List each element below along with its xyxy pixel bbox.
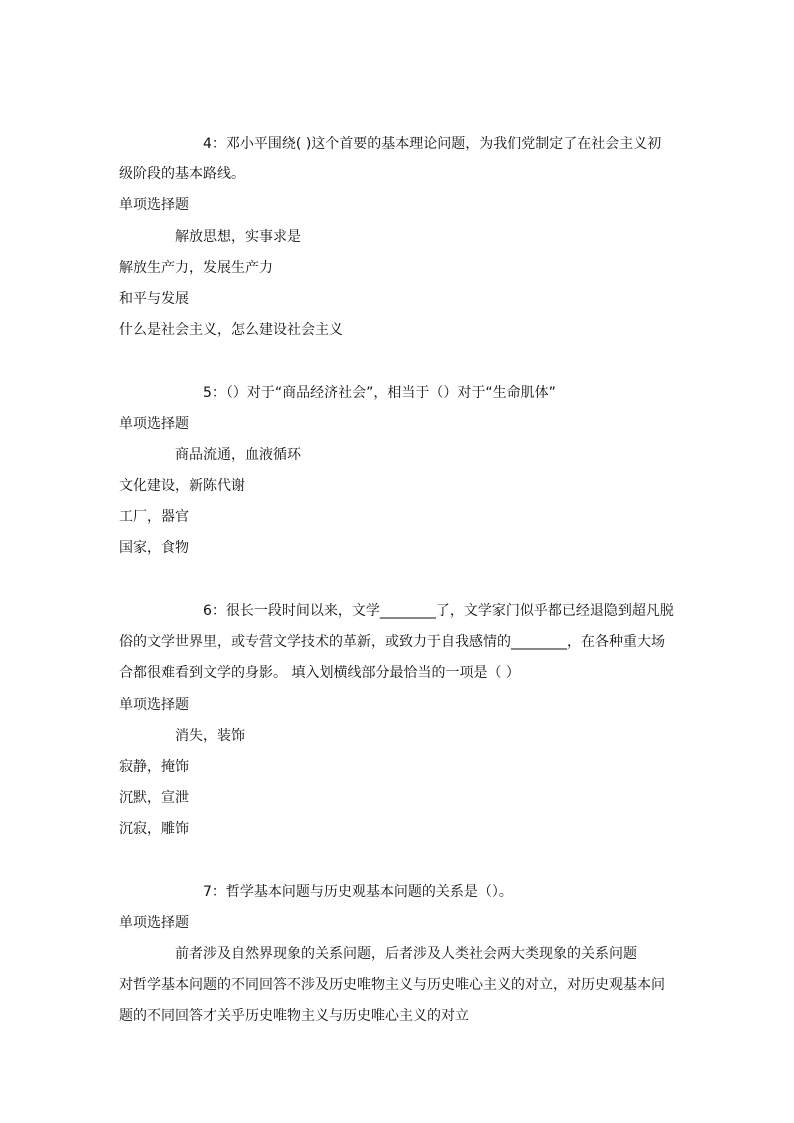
q6-option-c: 沉默，宣泄 [119,790,189,806]
q5-question-type: 单项选择题 [119,416,189,432]
q6-stem-line3: 合都很难看到文学的身影。 填入划横线部分最恰当的一项是（ ） [119,665,520,681]
q6-stem-line2: 俗的文学世界里，或专营文学技术的革新，或致力于自我感情的________，在各种重大场 [119,634,665,650]
q5-option-b: 文化建设，新陈代谢 [119,478,245,494]
q7-option-b-line2: 题的不同回答才关乎历史唯物主义与历史唯心主义的对立 [119,1008,469,1024]
q7-question-type: 单项选择题 [119,915,189,931]
q7-stem-line1: 7：哲学基本问题与历史观基本问题的关系是（）。 [203,884,513,900]
q4-option-b: 解放生产力，发展生产力 [119,260,273,276]
q4-question-type: 单项选择题 [119,197,189,213]
q6-question-type: 单项选择题 [119,697,189,713]
q4-option-d: 什么是社会主义，怎么建设社会主义 [119,322,343,338]
q4-stem-line2: 级阶段的基本路线。 [119,166,245,182]
q5-stem-line1: 5：（）对于“商品经济社会”，相当于（）对于“生命肌体” [203,385,556,401]
q6-option-b: 寂静，掩饰 [119,759,189,775]
q5-option-a: 商品流通，血液循环 [175,447,301,463]
q5-option-d: 国家，食物 [119,540,189,556]
q7-option-a: 前者涉及自然界现象的关系问题，后者涉及人类社会两大类现象的关系问题 [175,946,637,962]
q5-option-c: 工厂，器官 [119,509,189,525]
q4-option-c: 和平与发展 [119,291,189,307]
q4-option-a: 解放思想，实事求是 [175,229,301,245]
q6-option-d: 沉寂，雕饰 [119,821,189,837]
q4-stem-line1: 4：邓小平围绕( )这个首要的基本理论问题，为我们党制定了在社会主义初 [203,136,662,152]
q6-stem-line1: 6：很长一段时间以来，文学________了，文学家门似乎都已经退隐到超凡脱 [203,603,674,619]
q6-option-a: 消失，装饰 [175,728,245,744]
q7-option-b-line1: 对哲学基本问题的不同回答不涉及历史唯物主义与历史唯心主义的对立，对历史观基本问 [119,977,665,993]
